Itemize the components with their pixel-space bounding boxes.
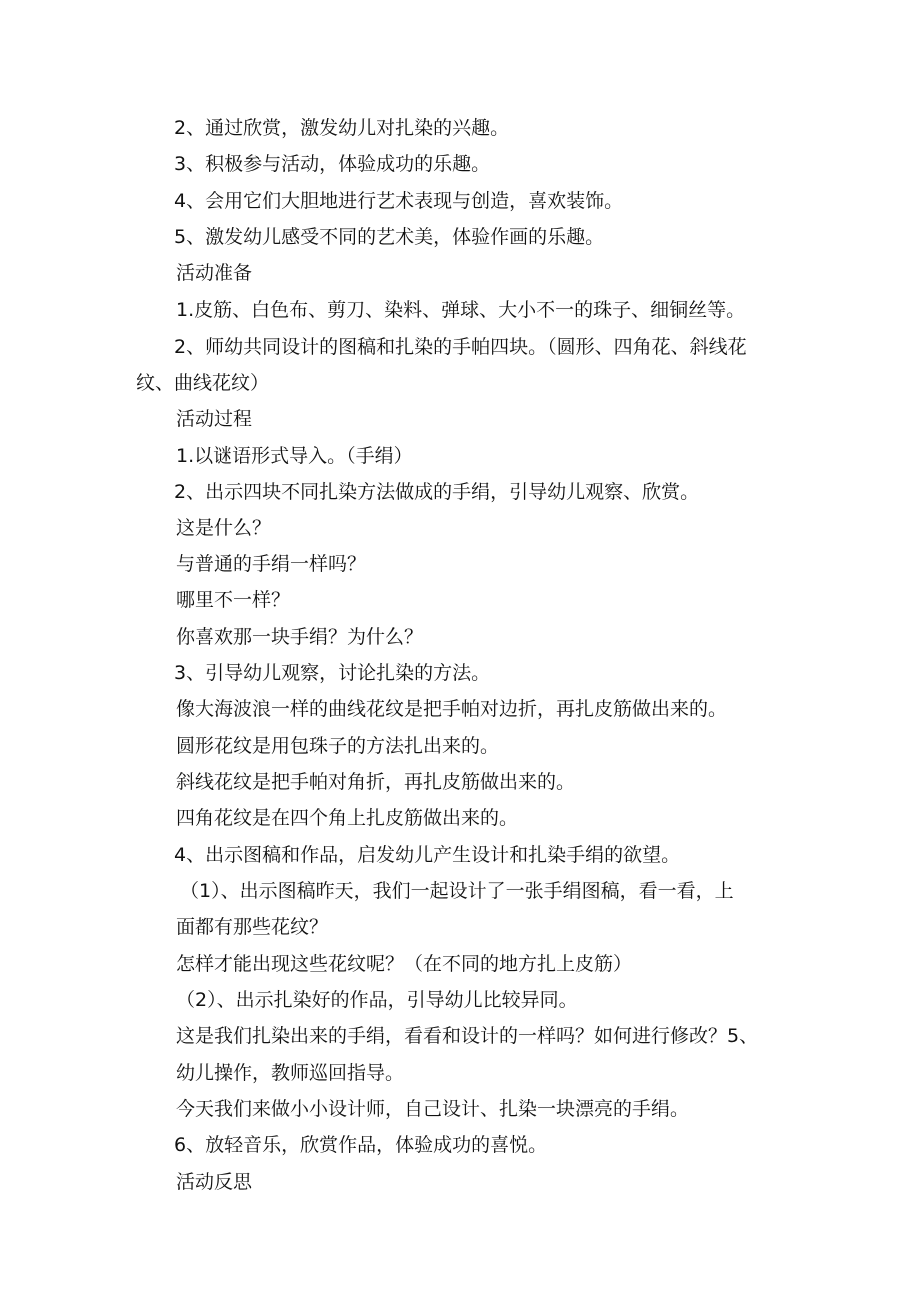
- method-line: 斜线花纹是把手帕对角折，再扎皮筋做出来的。: [176, 771, 576, 793]
- method-line: 圆形花纹是用包珠子的方法扎出来的。: [176, 735, 500, 757]
- question-line: 你喜欢那一块手绢？为什么？: [176, 626, 424, 648]
- process-step-2: 2、出示四块不同扎染方法做成的手绢，引导幼儿观察、欣赏。: [174, 481, 700, 503]
- substep-1: （1）、出示图稿昨天，我们一起设计了一张手绢图稿，看一看，上: [180, 880, 734, 902]
- preparation-line-2: 2、师幼共同设计的图稿和扎染的手帕四块。（圆形、四角花、斜线花: [174, 336, 747, 358]
- substep-2-line: 这是我们扎染出来的手绢，看看和设计的一样吗？如何进行修改？5、: [176, 1025, 759, 1047]
- process-step-4: 4、出示图稿和作品，启发幼儿产生设计和扎染手绢的欲望。: [174, 844, 681, 866]
- goal-line-5: 5、激发幼儿感受不同的艺术美，体验作画的乐趣。: [174, 226, 605, 248]
- question-line: 哪里不一样？: [176, 589, 291, 611]
- preparation-line-1: 1.皮筋、白色布、剪刀、染料、弹球、大小不一的珠子、细铜丝等。: [176, 299, 746, 321]
- preparation-line-2-cont: 纹、曲线花纹）: [136, 372, 270, 394]
- process-step-1: 1.以谜语形式导入。（手绢）: [176, 445, 413, 467]
- substep-1-cont: 面都有那些花纹？: [176, 916, 329, 938]
- section-heading-process: 活动过程: [176, 408, 253, 430]
- substep-2: （2）、出示扎染好的作品，引导幼儿比较异同。: [176, 989, 578, 1011]
- process-step-3: 3、引导幼儿观察，讨论扎染的方法。: [174, 662, 491, 684]
- process-step-6: 6、放轻音乐，欣赏作品，体验成功的喜悦。: [174, 1134, 548, 1156]
- goal-line-3: 3、积极参与活动，体验成功的乐趣。: [174, 153, 491, 175]
- question-line: 与普通的手绢一样吗？: [176, 553, 367, 575]
- process-step-5: 幼儿操作，教师巡回指导。: [176, 1062, 405, 1084]
- method-line: 像大海波浪一样的曲线花纹是把手帕对边折，再扎皮筋做出来的。: [176, 698, 728, 720]
- goal-line-4: 4、会用它们大胆地进行艺术表现与创造，喜欢装饰。: [174, 190, 624, 212]
- question-line: 这是什么？: [176, 517, 272, 539]
- goal-line-2: 2、通过欣赏，激发幼儿对扎染的兴趣。: [174, 117, 510, 139]
- substep-1-question: 怎样才能出现这些花纹呢？（在不同的地方扎上皮筋）: [176, 953, 633, 975]
- method-line: 四角花纹是在四个角上扎皮筋做出来的。: [176, 807, 519, 829]
- section-heading-preparation: 活动准备: [176, 262, 253, 284]
- step-5-line: 今天我们来做小小设计师，自己设计、扎染一块漂亮的手绢。: [176, 1098, 690, 1120]
- section-heading-reflection: 活动反思: [176, 1171, 253, 1193]
